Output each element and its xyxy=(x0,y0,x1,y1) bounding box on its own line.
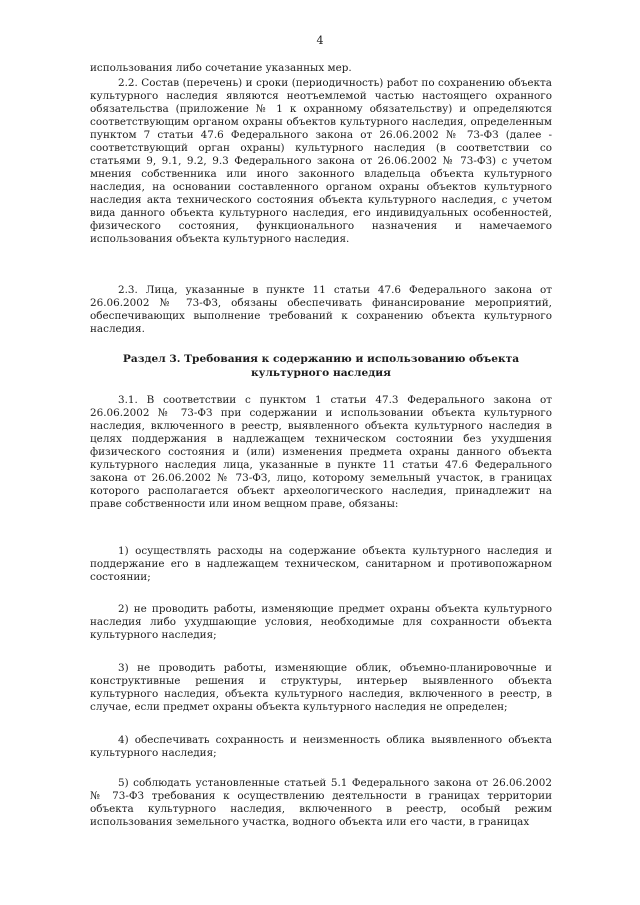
paragraph-2-3: 2.3. Лица, указанные в пункте 11 статьи 47.6 Федерального закона от 26.06.2002 № 73-ФЗ, обязаны обеспечивать финансирование мероприятий, обеспечивающих выполнение требований к сохранению объекта культурного наследия. xyxy=(90,284,552,335)
list-item-3: 3) не проводить работы, изменяющие облик, объемно-планировочные и конструктивные решения и структуры, интерьер выявленного объекта культурного наследия, объекта культурного наследия, включенного в реестр, в случае, если предмет охраны объекта культурного наследия не определен; xyxy=(90,662,552,713)
paragraph-2-2: 2.2. Состав (перечень) и сроки (периодичность) работ по сохранению объекта культурного наследия являются неотъемлемой частью настоящего охранного обязательства (приложение № 1 к охранному обязательству) и определяются соответствующим органом охраны объектов культурного наследия, определенным пунктом 7 статьи 47.6 Федерального закона от 26.06.2002 № 73-ФЗ (далее - соответствующий орган охраны) культурного наследия (в соответствии со статьями 9, 9.1, 9.2, 9.3 Федерального закона от 26.06.2002 № 73-ФЗ) с учетом мнения собственника или иного законного владельца объекта культурного наследия, на основании составленного органом охраны объектов культурного наследия акта технического состояния объекта культурного наследия, с учетом вида данного объекта культурного наследия, его индивидуальных особенностей, физического состояния, функционального назначения и намечаемого использования объекта культурного наследия. xyxy=(90,77,552,245)
paragraph-continuation: использования либо сочетание указанных мер. xyxy=(90,62,352,74)
list-item-1: 1) осуществлять расходы на содержание объекта культурного наследия и поддержание его в надлежащем техническом, санитарном и противопожарном состоянии; xyxy=(90,545,552,583)
paragraph-3-1: 3.1. В соответствии с пунктом 1 статьи 47.3 Федерального закона от 26.06.2002 № 73-ФЗ при содержании и использовании объекта культурного наследия, включенного в реестр, выявленного объекта культурного наследия в целях поддержания в надлежащем техническом состоянии без ухудшения физического состояния и (или) изменения предмета охраны данного объекта культурного наследия лица, указанные в пункте 11 статьи 47.6 Федерального закона от 26.06.2002 № 73-ФЗ, лицо, которому земельный участок, в границах которого располагается объект археологического наследия, принадлежит на праве собственности или ином вещном праве, обязаны: xyxy=(90,394,552,510)
list-item-5: 5) соблюдать установленные статьей 5.1 Федерального закона от 26.06.2002 № 73-ФЗ требования к осуществлению деятельности в границах территории объекта культурного наследия, включенного в реестр, особый режим использования земельного участка, водного объекта или его части, в границах xyxy=(90,777,552,828)
list-item-4: 4) обеспечивать сохранность и неизменность облика выявленного объекта культурного наследия; xyxy=(90,734,552,759)
list-item-2: 2) не проводить работы, изменяющие предмет охраны объекта культурного наследия либо ухудшающие условия, необходимые для сохранности объекта культурного наследия; xyxy=(90,603,552,641)
section-3-heading: Раздел 3. Требования к содержанию и использованию объекта культурного наследия xyxy=(122,353,520,379)
page-number: 4 xyxy=(316,34,324,47)
